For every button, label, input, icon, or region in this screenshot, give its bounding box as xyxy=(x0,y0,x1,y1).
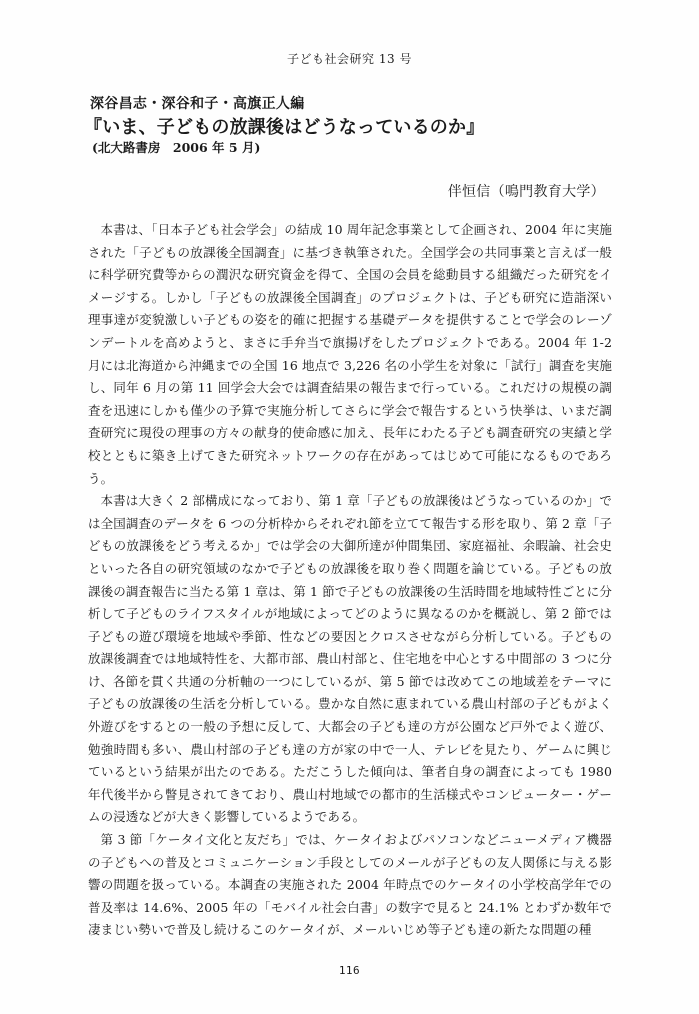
book-editors: 深谷昌志・深谷和子・高旗正人編 xyxy=(90,96,305,112)
journal-running-head: 子ども社会研究 13 号 xyxy=(287,52,412,66)
book-title: 『いま、子どもの放課後はどうなっているのか』 xyxy=(84,117,485,138)
reviewer-name: 伴恒信（鳴門教育大学） xyxy=(447,184,605,200)
book-publisher: (北大路書房 2006 年 5 月) xyxy=(92,140,261,155)
review-body xyxy=(88,219,612,942)
body-paragraph: 本書は、「日本子ども社会学会」の結成 10 周年記念事業として企画され、2004 年に実施された「子どもの放課後全国調査」に基づき執筆された。全国学会の共同事業と言えば一般に科学研究費等からの潤沢な研究資金を得て、全国の会員を総動員する組織だった研究をイメージする。しかし「子どもの放課後全国調査」のプロジェクトは、子ども研究に造詣深い理事達が変貌激しい子どもの姿を的確に把握する基礎データを提供することで学会のレーゾンデートルを高めようと、まさに手弁当で旗揚げをしたプロジェクトである。2004 年 1-2 月には北海道から沖縄までの全国 16 地点で 3,226 名の小学生を対象に「試行」調査を実施し、同年 6 月の第 11 回学会大会では調査結果の報告まで行っている。これだけの規模の調査を迅速にしかも僅少の予算で実施分析してさらに学会で報告するという快挙は、いまだ調査研究に現役の理事の方々の献身的使命感に加え、長年にわたる子ども調査研究の実績と学校とともに築き上げてきた研究ネットワークの存在があってはじめて可能になるものであろう。 xyxy=(88,222,612,486)
body-paragraph: 第 3 節「ケータイ文化と友だち」では、ケータイおよびパソコンなどニューメディア機器の子どもへの普及とコミュニケーション手段としてのメールが子どもの友人関係に与える影響の問題を扱っている。本調査の実施された 2004 年時点でのケータイの小学校高学年での普及率は 14.6%、2005 年の「モバイル社会白書」の数字で見ると 24.1% とわずか数年で凄まじい勢いで普及し続けるこのケータイが、メールいじめ等子ども達の新たな問題の種 xyxy=(88,832,612,938)
body-paragraph: 本書は大きく 2 部構成になっており、第 1 章「子どもの放課後はどうなっているのか」では全国調査のデータを 6 つの分析枠からそれぞれ節を立てて報告する形を取り、第 2 章「子どもの放課後をどう考えるか」では学会の大御所達が仲間集団、家庭福祉、余暇論、社会史といった各自の研究領域のなかで子どもの放課後を取り巻く問題を論じている。子どもの放課後の調査報告に当たる第 1 章は、第 1 節で子どもの放課後の生活時間を地域特性ごとに分析して子どものライフスタイルが地域によってどのように異なるのかを概説し、第 2 節では子どもの遊び環境を地域や季節、性などの要因とクロスさせながら分析している。子どもの放課後調査では地域特性を、大都市部、農山村部と、住宅地を中心とする中間部の 3 つに分け、各節を貫く共通の分析軸の一つにしているが、第 5 節では改めてこの地域差をテーマに子どもの放課後の生活を分析している。豊かな自然に恵まれている農山村部の子どもがよく外遊びをするとの一般の予想に反して、大都会の子ども達の方が公園など戸外でよく遊び、勉強時間も多い、農山村部の子ども達の方が家の中で一人、テレビを見たり、ゲームに興じているという結果が出たのである。ただこうした傾向は、筆者自身の調査によっても 1980 年代後半から瞥見されてきており、農山村地域での都市的生活様式やコンピューター・ゲームの浸透などが大きく影響しているようである。 xyxy=(88,493,612,825)
page-number: 116 xyxy=(338,964,361,977)
